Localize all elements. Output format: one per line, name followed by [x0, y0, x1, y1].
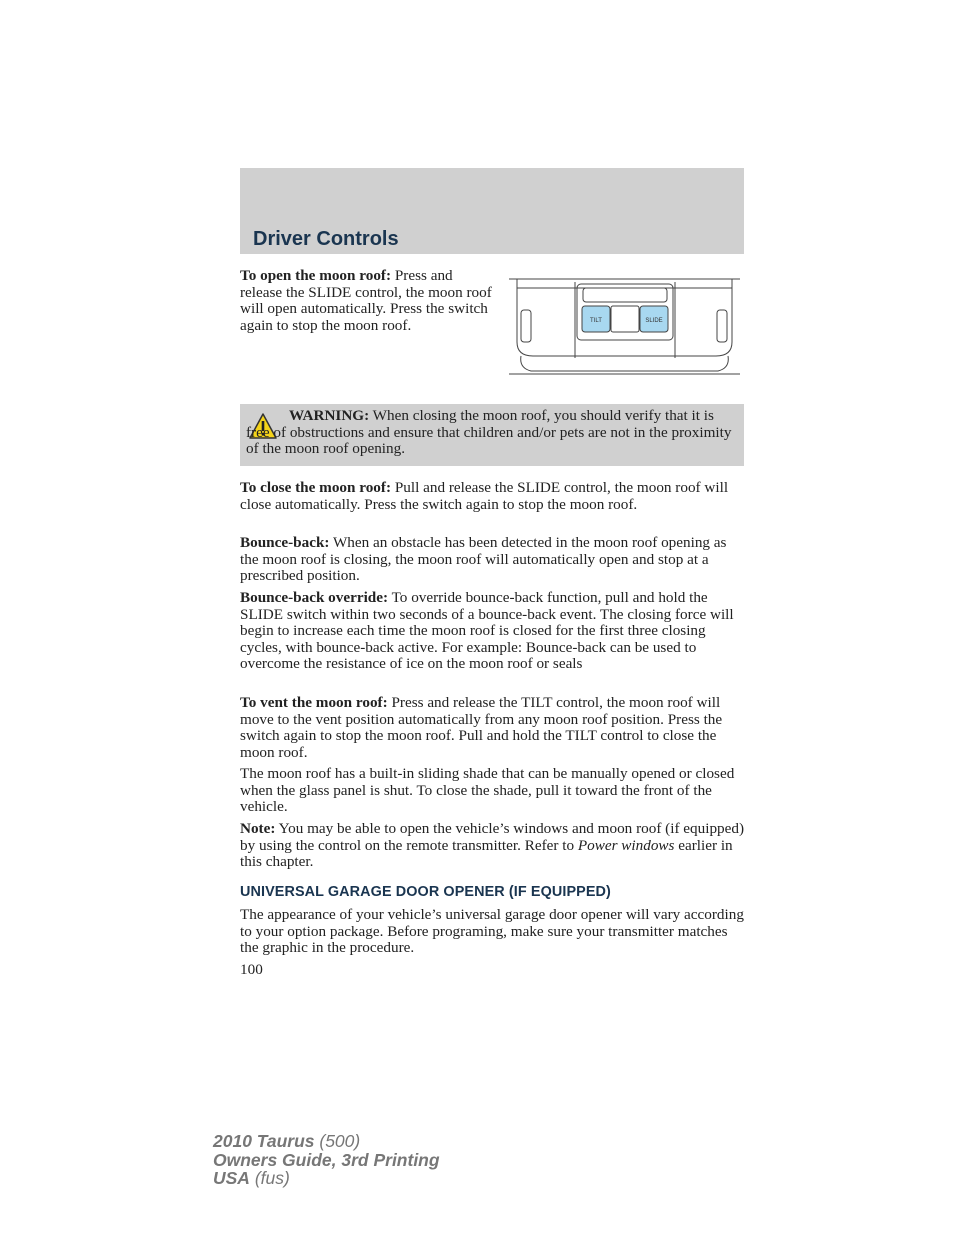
open-moon-roof-lead: To open the moon roof: [240, 267, 392, 284]
bounce-back-override-body: To override bounce-back function, pull and hold the SLIDE switch within two seconds of a bounce-back event. The closing force will begin to increase each time the moon roof is closed for the first three closing cycles, with bounce-back active. For example: Bounce-back can be used to overcome the resistance of ice on the moon roof or seals [240, 589, 734, 673]
bounce-back-override-lead: Bounce-back override: [240, 589, 389, 606]
footer-line-model: 2010 Taurus (500) [213, 1131, 361, 1151]
bounce-back-paragraph [240, 535, 746, 585]
bounce-back-lead: Bounce-back: [240, 534, 330, 551]
chapter-header-band [240, 168, 744, 254]
console-lower-trim [521, 356, 729, 371]
open-moon-roof-paragraph [240, 268, 494, 334]
warning-text [246, 408, 738, 458]
garage-door-opener-paragraph: The appearance of your vehicle’s universal garage door opener will vary according to your option package. Before programing, make sure your transmitter matches the graphic in the procedure. [240, 906, 744, 957]
bounce-back-body: When an obstacle has been detected in the moon roof opening as the moon roof is closing, the moon roof will automatically open and stop at a prescribed position. [240, 534, 727, 585]
note-paragraph: Note: You may be able to open the vehicle’s windows and moon roof (if equipped) by using the control on the remote transmitter. Refer to Power windows earlier in this chapter. [240, 820, 745, 871]
warning-box [240, 404, 744, 466]
page-number: 100 [240, 961, 263, 978]
close-moon-roof-body: Pull and release the SLIDE control, the moon roof will close automatically. Press the switch again to stop the moon roof. [240, 479, 729, 513]
center-divider [611, 306, 639, 332]
chapter-title: Driver Controls [253, 228, 399, 250]
moon-roof-switch-illustration [507, 270, 742, 385]
vent-moon-roof-lead: To vent the moon roof: [240, 694, 388, 711]
warning-lead: WARNING: [289, 407, 370, 424]
sliding-shade-paragraph [240, 766, 746, 816]
garage-door-opener-heading: UNIVERSAL GARAGE DOOR OPENER (IF EQUIPPED) [240, 884, 611, 900]
left-map-lamp [521, 310, 531, 342]
sliding-shade-body: The moon roof has a built-in sliding shade that can be manually opened or closed when the glass panel is shut. To close the shade, pull it toward the front of the vehicle. [240, 765, 735, 816]
close-moon-roof-paragraph [240, 480, 746, 513]
switch-top-recess [583, 288, 667, 302]
close-moon-roof-lead: To close the moon roof: [240, 479, 392, 496]
vent-moon-roof-paragraph [240, 695, 746, 761]
footer-line-market: USA (fus) [213, 1168, 290, 1188]
vent-moon-roof-body: Press and release the TILT control, the moon roof will move to the vent position automatically from any moon roof position. Press the switch again to stop the moon roof. Pull and hold the TILT control to close the moon roof. [240, 694, 723, 761]
power-windows-reference: Power windows [577, 836, 675, 854]
bounce-back-override-paragraph [240, 590, 746, 673]
slide-label: SLIDE [645, 318, 663, 324]
footer-line-edition: Owners Guide, 3rd Printing [213, 1149, 440, 1170]
note-lead: Note: [240, 820, 276, 837]
tilt-label: TILT [590, 318, 602, 324]
right-map-lamp [717, 310, 727, 342]
open-moon-roof-body: Press and release the SLIDE control, the moon roof will open automatically. Press the switch again to stop the moon roof. [240, 267, 492, 334]
document-footer [213, 1132, 440, 1188]
warning-body: When closing the moon roof, you should verify that it is free of obstructions and ensure that children and/or pets are not in the proximity of the moon roof opening. [246, 407, 732, 458]
